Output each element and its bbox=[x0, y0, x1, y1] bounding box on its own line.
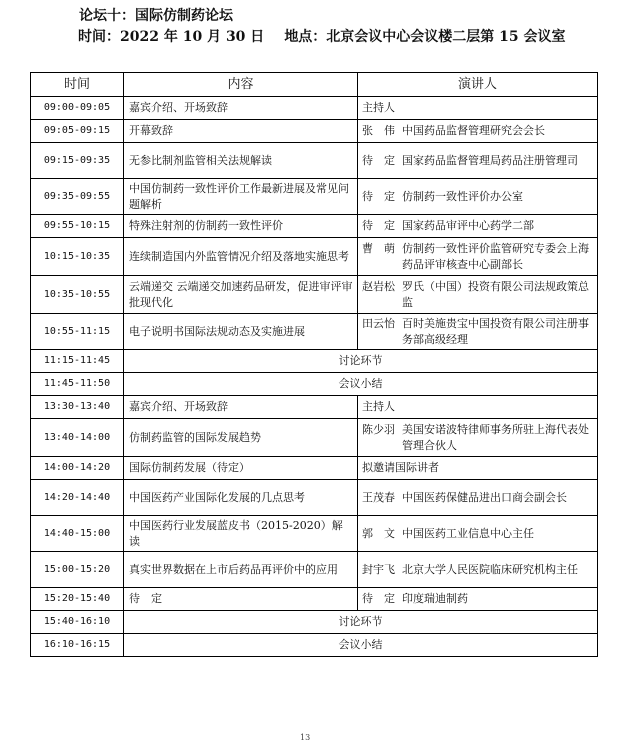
speaker-wrap bbox=[362, 490, 593, 506]
speaker-affiliation: 印度瑞迪制药 bbox=[402, 592, 468, 605]
speaker-name: 待 定 bbox=[362, 189, 395, 203]
schedule-table bbox=[30, 72, 598, 657]
speaker-affiliation: 美国安诺波特律师事务所驻上海代表处管理合伙人 bbox=[402, 422, 589, 452]
table-row bbox=[31, 350, 598, 373]
speaker-cell bbox=[358, 179, 598, 215]
speaker-affiliation: 国家药品审评中心药学二部 bbox=[402, 219, 534, 232]
time-cell: 10:55-11:15 bbox=[31, 314, 124, 350]
table-row bbox=[31, 179, 598, 215]
content-cell: 无参比制剂监管相关法规解读 bbox=[124, 143, 358, 179]
table-row bbox=[31, 611, 598, 634]
table-header-row bbox=[31, 73, 598, 97]
speaker-affiliation: 中国药品监督管理研究会会长 bbox=[402, 124, 545, 137]
speaker-name: 田云怡 bbox=[362, 316, 395, 330]
time-cell: 09:55-10:15 bbox=[31, 215, 124, 238]
time-label: 时间：2022 年 10 月 30 日 bbox=[78, 29, 265, 45]
time-cell: 11:15-11:45 bbox=[31, 350, 124, 373]
table-row bbox=[31, 97, 598, 120]
speaker-cell: 主持人 bbox=[358, 396, 598, 419]
table-row bbox=[31, 120, 598, 143]
speaker-name: 待 定 bbox=[362, 153, 395, 167]
time-cell: 13:40-14:00 bbox=[31, 419, 124, 457]
speaker-cell bbox=[358, 419, 598, 457]
table-row bbox=[31, 457, 598, 480]
content-cell: 连续制造国内外监管情况介绍及落地实施思考 bbox=[124, 238, 358, 276]
speaker-wrap bbox=[362, 279, 593, 311]
content-cell: 嘉宾介绍、开场致辞 bbox=[124, 97, 358, 120]
speaker-wrap bbox=[362, 123, 593, 139]
speaker-cell bbox=[358, 120, 598, 143]
time-cell: 15:00-15:20 bbox=[31, 552, 124, 588]
speaker-name: 曹 萌 bbox=[362, 241, 395, 255]
speaker-name: 张 伟 bbox=[362, 124, 395, 137]
speaker-cell bbox=[358, 480, 598, 516]
time-cell: 15:40-16:10 bbox=[31, 611, 124, 634]
content-cell: 待 定 bbox=[124, 588, 358, 611]
table-row bbox=[31, 419, 598, 457]
speaker-wrap bbox=[362, 153, 593, 169]
column-header-content: 内容 bbox=[124, 73, 358, 97]
speaker-cell bbox=[358, 143, 598, 179]
speaker-wrap bbox=[362, 189, 593, 205]
speaker-affiliation: 北京大学人民医院临床研究机构主任 bbox=[402, 562, 578, 576]
speaker-cell: 拟邀请国际讲者 bbox=[358, 457, 598, 480]
content-cell: 仿制药监管的国际发展趋势 bbox=[124, 419, 358, 457]
speaker-cell bbox=[358, 215, 598, 238]
content-cell: 开幕致辞 bbox=[124, 120, 358, 143]
table-row bbox=[31, 634, 598, 657]
table-row bbox=[31, 396, 598, 419]
speaker-cell bbox=[358, 314, 598, 350]
speaker-cell bbox=[358, 516, 598, 552]
content-cell: 中国医药行业发展蓝皮书（2015-2020）解读 bbox=[124, 516, 358, 552]
speaker-affiliation: 仿制药一致性评价办公室 bbox=[402, 189, 523, 203]
content-cell: 中国仿制药一致性评价工作最新进展及常见问题解析 bbox=[124, 179, 358, 215]
speaker-wrap bbox=[362, 422, 593, 454]
content-cell: 嘉宾介绍、开场致辞 bbox=[124, 396, 358, 419]
speaker-wrap bbox=[362, 526, 593, 542]
table-row bbox=[31, 588, 598, 611]
time-cell: 14:00-14:20 bbox=[31, 457, 124, 480]
speaker-cell bbox=[358, 552, 598, 588]
session-break-cell: 讨论环节 bbox=[124, 611, 598, 634]
content-cell: 真实世界数据在上市后药品再评价中的应用 bbox=[124, 552, 358, 588]
time-cell: 10:35-10:55 bbox=[31, 276, 124, 314]
content-cell: 电子说明书国际法规动态及实施进展 bbox=[124, 314, 358, 350]
speaker-name: 待 定 bbox=[362, 219, 395, 232]
content-cell: 云端递交 云端递交加速药品研发，促进审评审批现代化 bbox=[124, 276, 358, 314]
speaker-name: 赵岩松 bbox=[362, 279, 395, 293]
content-cell: 特殊注射剂的仿制药一致性评价 bbox=[124, 215, 358, 238]
column-header-speaker: 演讲人 bbox=[358, 73, 598, 97]
time-cell: 09:15-09:35 bbox=[31, 143, 124, 179]
speaker-name: 封宇飞 bbox=[362, 562, 395, 576]
speaker-wrap bbox=[362, 316, 593, 348]
session-break-cell: 会议小结 bbox=[124, 634, 598, 657]
table-row bbox=[31, 516, 598, 552]
time-cell: 13:30-13:40 bbox=[31, 396, 124, 419]
time-cell: 16:10-16:15 bbox=[31, 634, 124, 657]
speaker-affiliation: 罗氏（中国）投资有限公司法规政策总监 bbox=[402, 279, 589, 309]
speaker-wrap bbox=[362, 241, 593, 273]
time-cell: 10:15-10:35 bbox=[31, 238, 124, 276]
time-cell: 15:20-15:40 bbox=[31, 588, 124, 611]
document-header bbox=[79, 6, 566, 48]
speaker-affiliation: 国家药品监督管理局药品注册管理司 bbox=[402, 153, 578, 167]
time-cell: 09:00-09:05 bbox=[31, 97, 124, 120]
table-row bbox=[31, 276, 598, 314]
speaker-name: 陈少羽 bbox=[362, 422, 395, 436]
table-row bbox=[31, 480, 598, 516]
time-cell: 09:05-09:15 bbox=[31, 120, 124, 143]
speaker-affiliation: 中国医药工业信息中心主任 bbox=[402, 526, 534, 540]
speaker-name: 待 定 bbox=[362, 592, 395, 605]
speaker-affiliation: 百时美施贵宝中国投资有限公司注册事务部高级经理 bbox=[402, 316, 589, 346]
forum-title: 论坛十：国际仿制药论坛 bbox=[79, 8, 233, 24]
table-row bbox=[31, 373, 598, 396]
speaker-wrap bbox=[362, 218, 593, 234]
session-break-cell: 讨论环节 bbox=[124, 350, 598, 373]
speaker-name: 王茂春 bbox=[362, 490, 395, 504]
speaker-cell bbox=[358, 588, 598, 611]
speaker-cell bbox=[358, 276, 598, 314]
speaker-affiliation: 中国医药保健品进出口商会副会长 bbox=[402, 490, 567, 504]
speaker-wrap bbox=[362, 591, 593, 607]
speaker-affiliation: 仿制药一致性评价监管研究专委会上海药品评审核查中心副部长 bbox=[402, 241, 589, 271]
table-row bbox=[31, 552, 598, 588]
time-cell: 11:45-11:50 bbox=[31, 373, 124, 396]
column-header-time: 时间 bbox=[31, 73, 124, 97]
speaker-cell bbox=[358, 238, 598, 276]
time-cell: 14:20-14:40 bbox=[31, 480, 124, 516]
content-cell: 中国医药产业国际化发展的几点思考 bbox=[124, 480, 358, 516]
speaker-wrap bbox=[362, 562, 593, 578]
time-place-line bbox=[78, 27, 566, 48]
time-cell: 14:40-15:00 bbox=[31, 516, 124, 552]
speaker-name: 郭 文 bbox=[362, 526, 395, 540]
time-cell: 09:35-09:55 bbox=[31, 179, 124, 215]
page-number: 13 bbox=[300, 733, 311, 742]
session-break-cell: 会议小结 bbox=[124, 373, 598, 396]
content-cell: 国际仿制药发展（待定） bbox=[124, 457, 358, 480]
place-label: 地点：北京会议中心会议楼二层第 15 会议室 bbox=[284, 29, 566, 45]
speaker-cell: 主持人 bbox=[358, 97, 598, 120]
table-row bbox=[31, 314, 598, 350]
table-row bbox=[31, 143, 598, 179]
table-row bbox=[31, 215, 598, 238]
table-row bbox=[31, 238, 598, 276]
